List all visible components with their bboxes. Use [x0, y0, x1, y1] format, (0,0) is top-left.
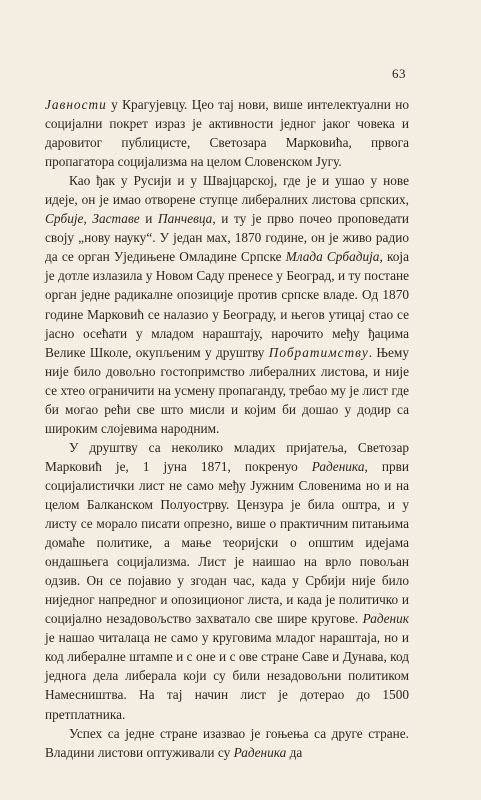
- text-run: , и ту је прво почео проповедати своју „нову науку“. У један мах, 1870 године, он је живо радио да се орган Уједињене Омладине Српске: [45, 211, 409, 265]
- text-run: , која је дотле излазила у Новом Саду пренесе у Београд, и ту постане орган једне радикалне опозиције против српске владе. Од 1870 године Марковић се налазио у Београду, и његов утицај стао се јасно осећати у младом нараштају, нарочито међу ђацима Велике Школе, окупљеним у друштву: [45, 249, 409, 360]
- emphasized-title: Побратимству: [268, 344, 369, 360]
- emphasized-title: Панчевца: [158, 211, 213, 227]
- paragraph: [45, 171, 409, 438]
- emphasized-title: Србије: [45, 211, 84, 227]
- paragraph: [45, 95, 409, 171]
- paragraph: [45, 438, 409, 724]
- emphasized-title: Радeника: [311, 458, 365, 474]
- text-run: , први социјалистички лист не само међу Јужним Словенима но и на целом Балканском Полуострву. Цензура је била оштра, и у листу се морало писати опрезно, више о практичним питањима домаће политике, а мање теоријски о општим идејама ондашњега социјализма. Лист је наишао на врло повољан одзив. Он се појавио у згодан час, када у Србији није било ниједног напредног и опозиционог листа, и када је политичко и социјално незадовољство захватало све шире кругове.: [45, 458, 410, 627]
- text-run: у Крагујевцу. Цео тај нови, више интелектуални но социјални покрет израз је активности једног јаког човека и даровитог публицисте, Светозара Марковића, првога пропагатора социјализма на целом Словенском Југу.: [45, 97, 409, 170]
- emphasized-title: Радeник: [362, 611, 409, 627]
- emphasized-title: Заставе: [92, 211, 140, 227]
- text-run: и: [139, 211, 158, 227]
- text-run: У друштву са неколико младих пријатеља, Светозар Марковић је, 1 јуна 1871, покренуо: [45, 439, 409, 474]
- emphasized-title: Јавности: [45, 97, 107, 112]
- text-run: је нашао читалаца не само у круговима младог нараштаја, но и код либералне штампе и с оне и с ове стране Саве и Дунава, код једнога дела либерала који су били незадовољни политиком Намесништва. На тај начин лист је дотерао до 1500 претплатника.: [45, 630, 409, 722]
- page-number: 63: [392, 66, 406, 81]
- emphasized-title: Радeника: [233, 744, 287, 760]
- text-run: . Њему није било довољно гостопримство либералних листова, и није се хтео ограничити на усмену пропаганду, требао му је лист где би могао рећи све што мисли и којим би дошао у додир са широким слојевима народним.: [45, 344, 409, 436]
- paragraph: [45, 724, 409, 762]
- emphasized-title: Млада Србадија: [285, 249, 380, 265]
- body-text: [45, 95, 409, 762]
- text-run: ,: [83, 211, 93, 227]
- text-run: да: [286, 744, 303, 760]
- text-run: Успех са једне стране изазвао је гоњења са друге стране. Владини листови оптуживали су: [45, 725, 409, 760]
- text-run: Као ђак у Русији и у Швајцарској, где је и ушао у нове идеје, он је имао отворене ступце либералних листова српских,: [45, 173, 409, 208]
